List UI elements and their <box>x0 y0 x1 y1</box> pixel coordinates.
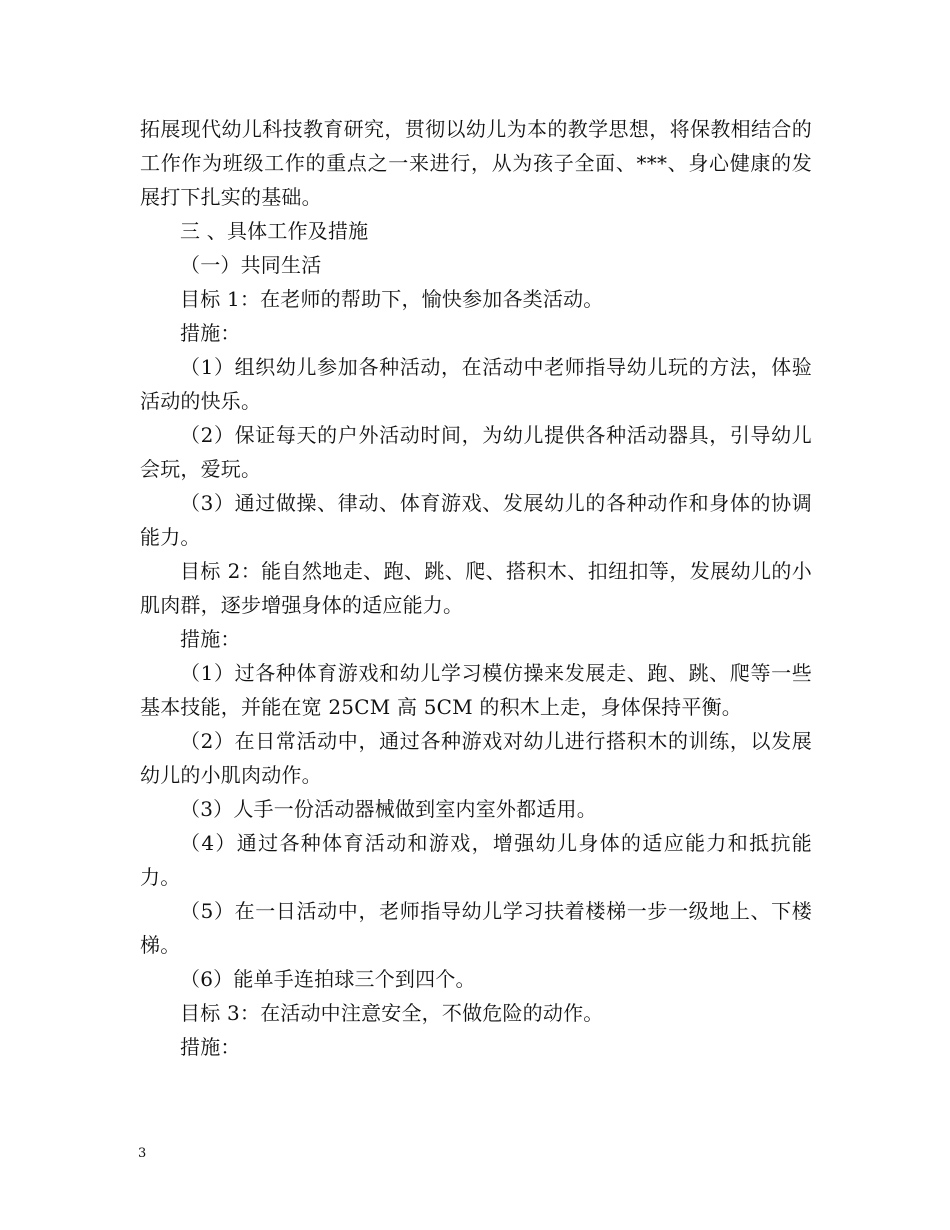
section-heading-specific-work: 三 、具体工作及措施 <box>180 219 369 243</box>
measure-2-2: （2）在日常活动中，通过各种游戏对幼儿进行搭积木的训练，以发展幼儿的小肌肉动作。 <box>140 729 812 787</box>
measure-2-3: （3）人手一份活动器械做到室内室外都适用。 <box>180 797 597 821</box>
page-number: 3 <box>138 1146 147 1161</box>
paragraph-intro-continuation: 拓展现代幼儿科技教育研究，贯彻以幼儿为本的教学思想，将保教相结合的工作作为班级工作的重点之一来进行，从为孩子全面、***、身心健康的发展打下扎实的基础。 <box>140 117 812 209</box>
measures-label-3: 措施： <box>180 1035 241 1059</box>
measure-2-4: （4）通过各种体育活动和游戏，增强幼儿身体的适应能力和抵抗能力。 <box>140 831 812 889</box>
measure-1-2: （2）保证每天的户外活动时间，为幼儿提供各种活动器具，引导幼儿会玩，爱玩。 <box>140 423 812 481</box>
measure-2-1: （1）过各种体育游戏和幼儿学习模仿操来发展走、跑、跳、爬等一些基本技能，并能在宽 25CM 高 5CM 的积木上走，身体保持平衡。 <box>140 661 812 719</box>
goal-2: 目标 2：能自然地走、跑、跳、爬、搭积木、扣纽扣等，发展幼儿的小肌肉群，逐步增强身体的适应能力。 <box>140 559 812 617</box>
measures-label-2: 措施： <box>180 627 241 651</box>
subsection-heading-common-life: （一）共同生活 <box>180 253 322 277</box>
measure-1-3: （3）通过做操、律动、体育游戏、发展幼儿的各种动作和身体的协调能力。 <box>140 491 812 549</box>
goal-1: 目标 1：在老师的帮助下，愉快参加各类活动。 <box>180 287 604 311</box>
measure-1-1: （1）组织幼儿参加各种活动，在活动中老师指导幼儿玩的方法，体验活动的快乐。 <box>140 355 812 413</box>
measure-2-6: （6）能单手连拍球三个到四个。 <box>180 967 476 991</box>
measure-2-5: （5）在一日活动中，老师指导幼儿学习扶着楼梯一步一级地上、下楼梯。 <box>140 899 812 957</box>
measures-label-1: 措施： <box>180 321 241 345</box>
goal-3: 目标 3：在活动中注意安全，不做危险的动作。 <box>180 1001 604 1025</box>
document-body <box>140 112 812 1064</box>
